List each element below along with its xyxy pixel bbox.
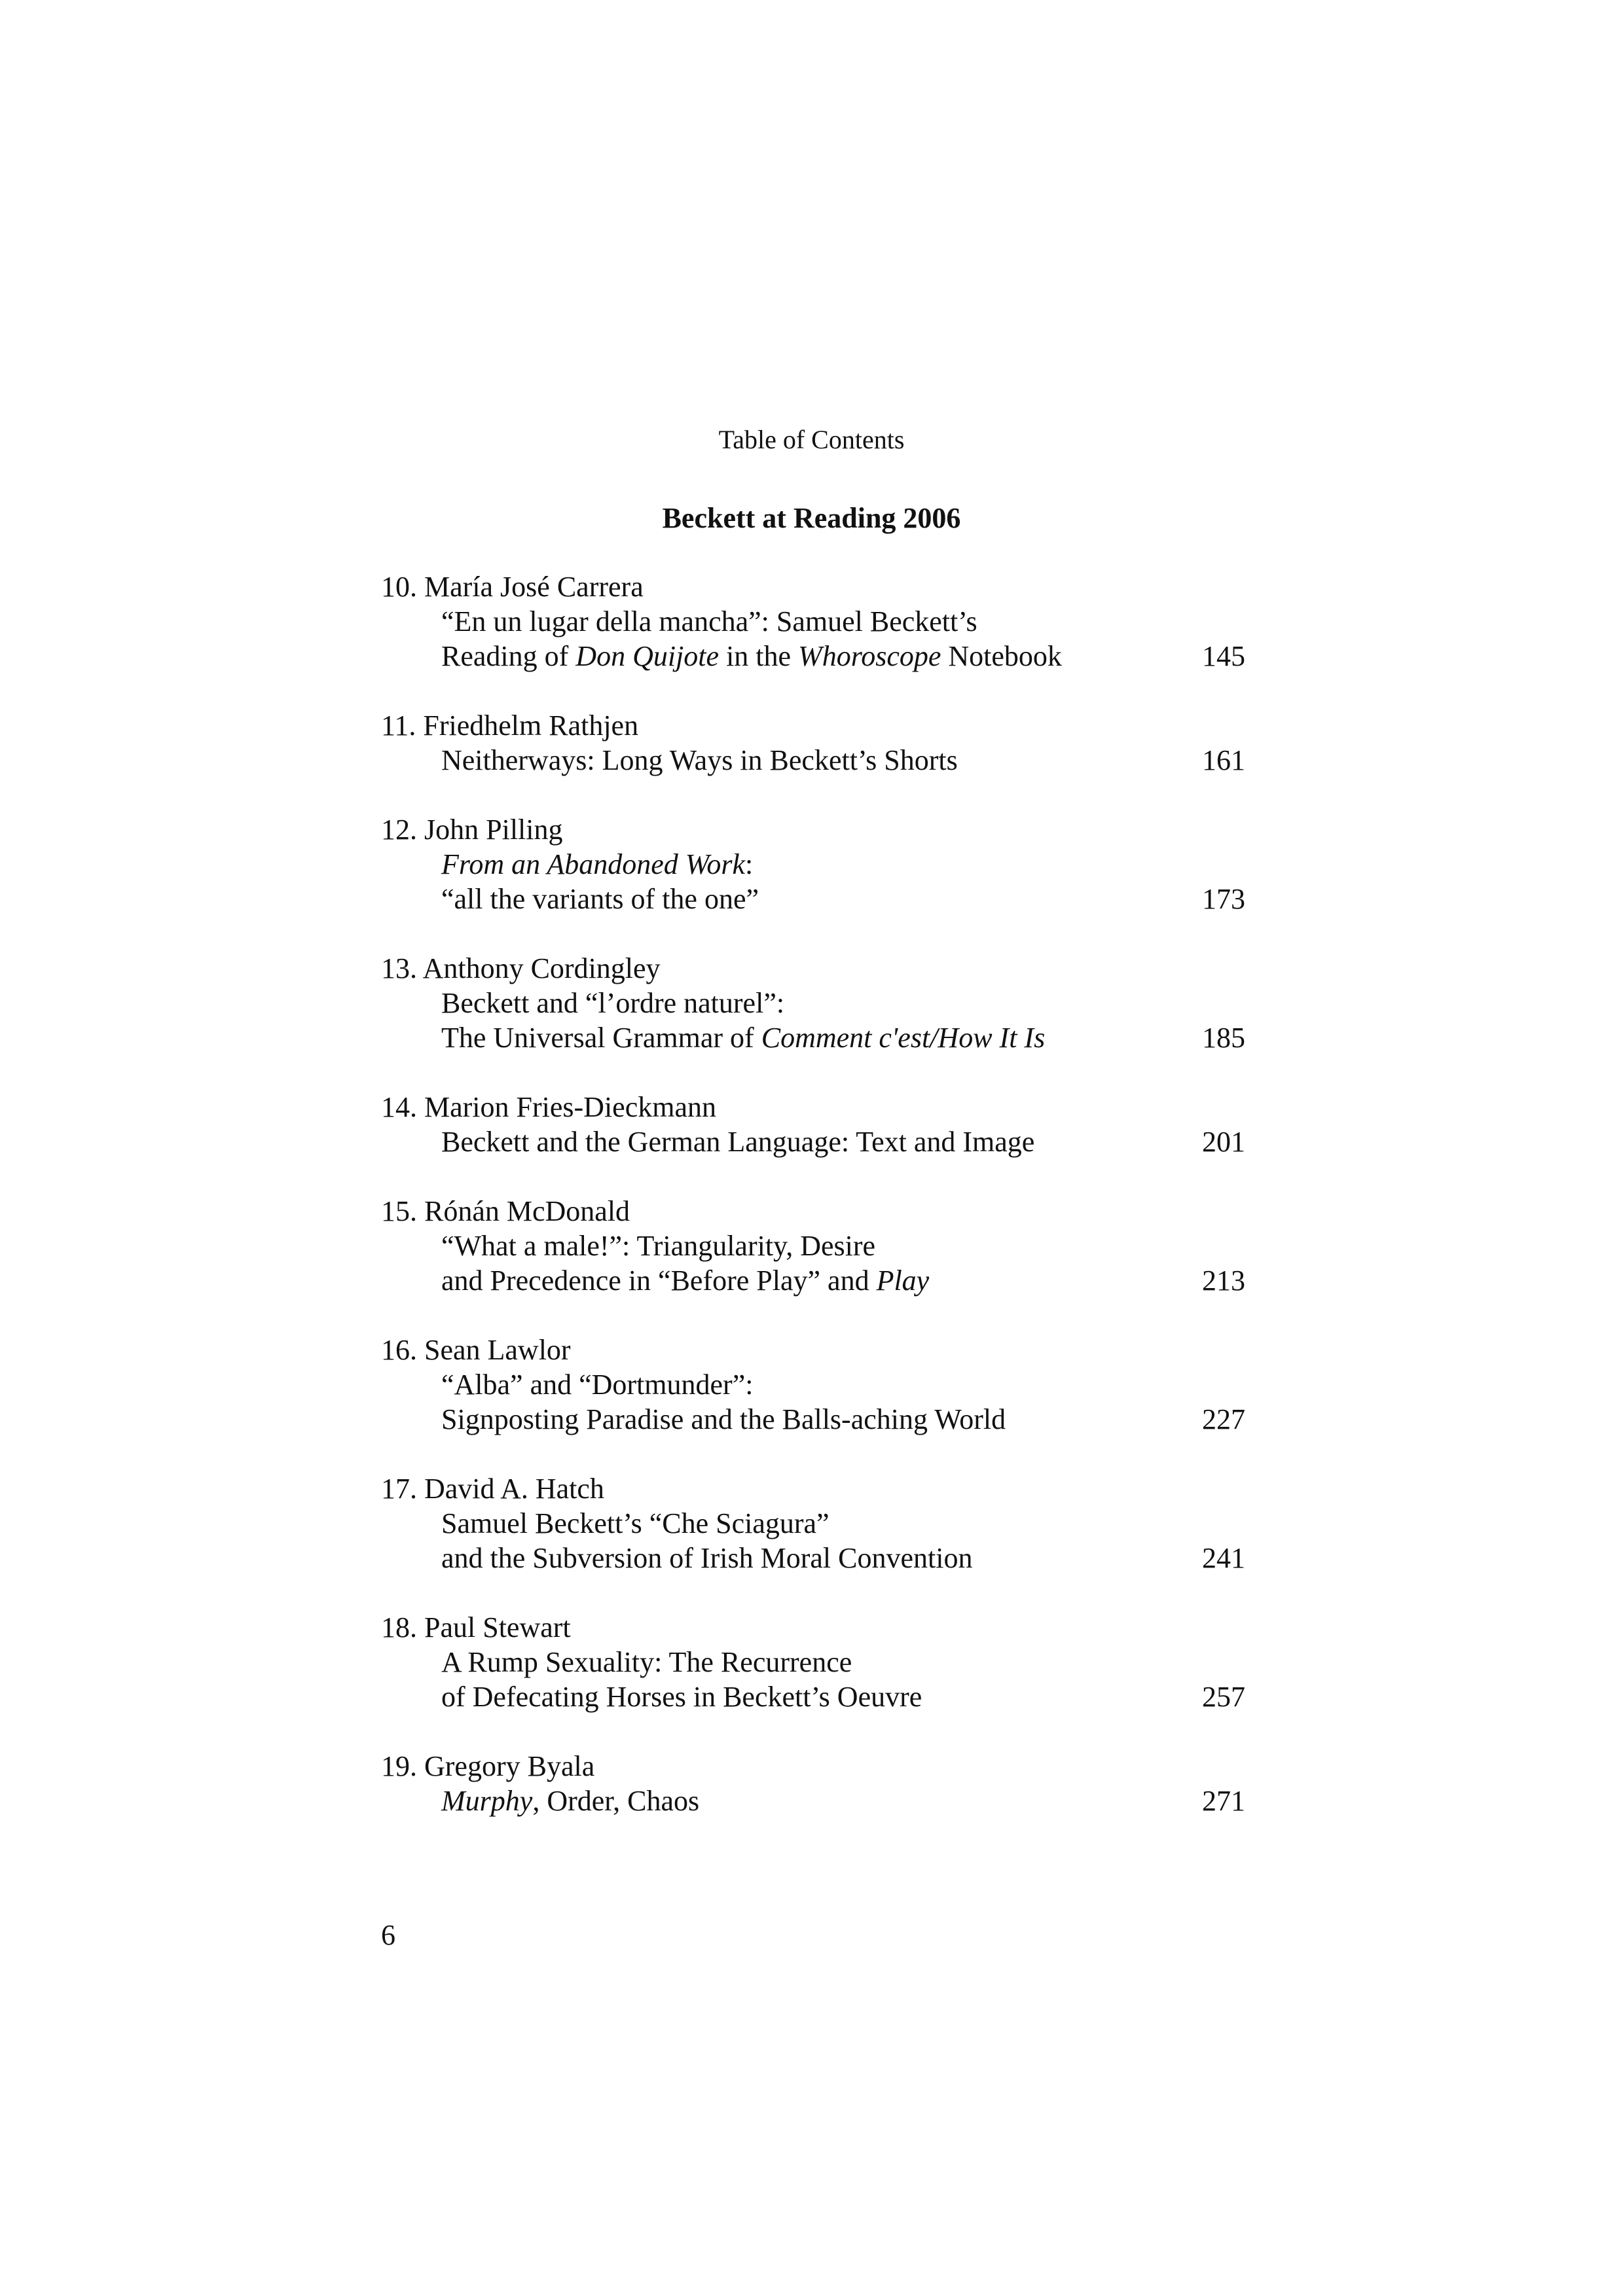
toc-entry-author: 13. Anthony Cordingley — [381, 952, 661, 984]
title-segment: The Universal Grammar of — [441, 1022, 761, 1054]
toc-entry-title-line — [381, 1367, 1245, 1402]
toc-entry-author: 11. Friedhelm Rathjen — [381, 709, 639, 742]
toc-entry-page-number: 227 — [1202, 1403, 1245, 1435]
italic-title-segment: From an Abandoned Work — [441, 848, 746, 880]
toc-entry-title-line — [381, 743, 1245, 778]
toc-entry-author: 16. Sean Lawlor — [381, 1334, 571, 1366]
title-segment: “Alba” and “Dortmunder”: — [441, 1369, 754, 1401]
toc-entry — [381, 1333, 1245, 1437]
section-title: Beckett at Reading 2006 — [662, 502, 961, 534]
toc-entry — [381, 1471, 1245, 1575]
title-segment: : — [745, 848, 754, 880]
toc-entry — [381, 1194, 1245, 1298]
page-number: 6 — [381, 1919, 395, 1951]
title-segment: Beckett and the German Language: Text and Image — [441, 1126, 1035, 1158]
title-segment: Beckett and “l’ordre naturel”: — [441, 987, 785, 1019]
toc-entry — [381, 1610, 1245, 1714]
toc-entry-title-line — [381, 1784, 1245, 1818]
toc-entry — [381, 1090, 1245, 1159]
title-segment: and the Subversion of Irish Moral Convention — [441, 1542, 973, 1574]
title-segment: Reading of — [441, 640, 576, 672]
toc-entry-page-number: 201 — [1202, 1126, 1245, 1158]
title-segment: “What a male!”: Triangularity, Desire — [441, 1230, 876, 1262]
italic-title-segment: Play — [876, 1265, 930, 1297]
title-segment: Notebook — [941, 640, 1062, 672]
toc-entry-author: 17. David A. Hatch — [381, 1473, 604, 1505]
toc-entry-title-line — [381, 1263, 1245, 1298]
title-segment: and Precedence in “Before Play” and — [441, 1265, 877, 1297]
toc-entry-title-line — [381, 847, 1245, 882]
italic-title-segment: Murphy — [441, 1785, 533, 1817]
toc-entry-author: 14. Marion Fries-Dieckmann — [381, 1091, 716, 1123]
toc-entry-title-line — [381, 1020, 1245, 1055]
toc-entry-title-line — [381, 986, 1245, 1020]
toc-entry-page-number: 257 — [1202, 1681, 1245, 1713]
toc-entry-page-number: 213 — [1202, 1265, 1245, 1297]
toc-entry — [381, 1749, 1245, 1818]
toc-entry-author: 18. Paul Stewart — [381, 1611, 571, 1643]
toc-entry-title-line — [381, 1124, 1245, 1159]
italic-title-segment: Don Quijote — [575, 640, 720, 672]
toc-entry-page-number: 185 — [1202, 1022, 1245, 1054]
title-segment: “all the variants of the one” — [441, 883, 759, 915]
toc-entry — [381, 951, 1245, 1055]
toc-entry-title-line — [381, 639, 1245, 673]
toc-entry — [381, 569, 1245, 673]
title-segment: A Rump Sexuality: The Recurrence — [441, 1646, 852, 1678]
title-segment: Samuel Beckett’s “Che Sciagura” — [441, 1507, 830, 1539]
toc-entry-page-number: 241 — [1202, 1542, 1245, 1574]
toc-entry-page-number: 173 — [1202, 883, 1245, 915]
toc-entry-page-number: 271 — [1202, 1785, 1245, 1817]
toc-entry — [381, 708, 1245, 778]
toc-entry-author: 15. Rónán McDonald — [381, 1195, 630, 1227]
title-segment: Neitherways: Long Ways in Beckett’s Shorts — [441, 744, 958, 776]
toc-entry-title-line — [381, 1645, 1245, 1679]
italic-title-segment: Whoroscope — [798, 640, 941, 672]
title-segment: Signposting Paradise and the Balls-aching World — [441, 1403, 1006, 1435]
toc-entry-title-line — [381, 604, 1245, 639]
toc-entry-title-line — [381, 1506, 1245, 1541]
toc-entry-title-line — [381, 1229, 1245, 1263]
title-segment: in the — [719, 640, 799, 672]
running-head: Table of Contents — [718, 425, 905, 454]
toc-entry — [381, 812, 1245, 916]
table-of-contents — [381, 569, 1245, 1853]
toc-entry-title-line — [381, 882, 1245, 916]
toc-entry-author: 19. Gregory Byala — [381, 1750, 595, 1782]
toc-entry-page-number: 145 — [1202, 640, 1245, 672]
toc-entry-page-number: 161 — [1202, 744, 1245, 776]
title-segment: , Order, Chaos — [532, 1785, 700, 1817]
italic-title-segment: Comment c'est/How It Is — [761, 1022, 1046, 1054]
toc-entry-title-line — [381, 1402, 1245, 1437]
title-segment: “En un lugar della mancha”: Samuel Beckett’s — [441, 605, 977, 637]
toc-entry-author: 10. María José Carrera — [381, 571, 644, 603]
toc-entry-title-line — [381, 1541, 1245, 1575]
title-segment: of Defecating Horses in Beckett’s Oeuvre — [441, 1681, 922, 1713]
toc-entry-author: 12. John Pilling — [381, 814, 563, 846]
toc-entry-title-line — [381, 1679, 1245, 1714]
